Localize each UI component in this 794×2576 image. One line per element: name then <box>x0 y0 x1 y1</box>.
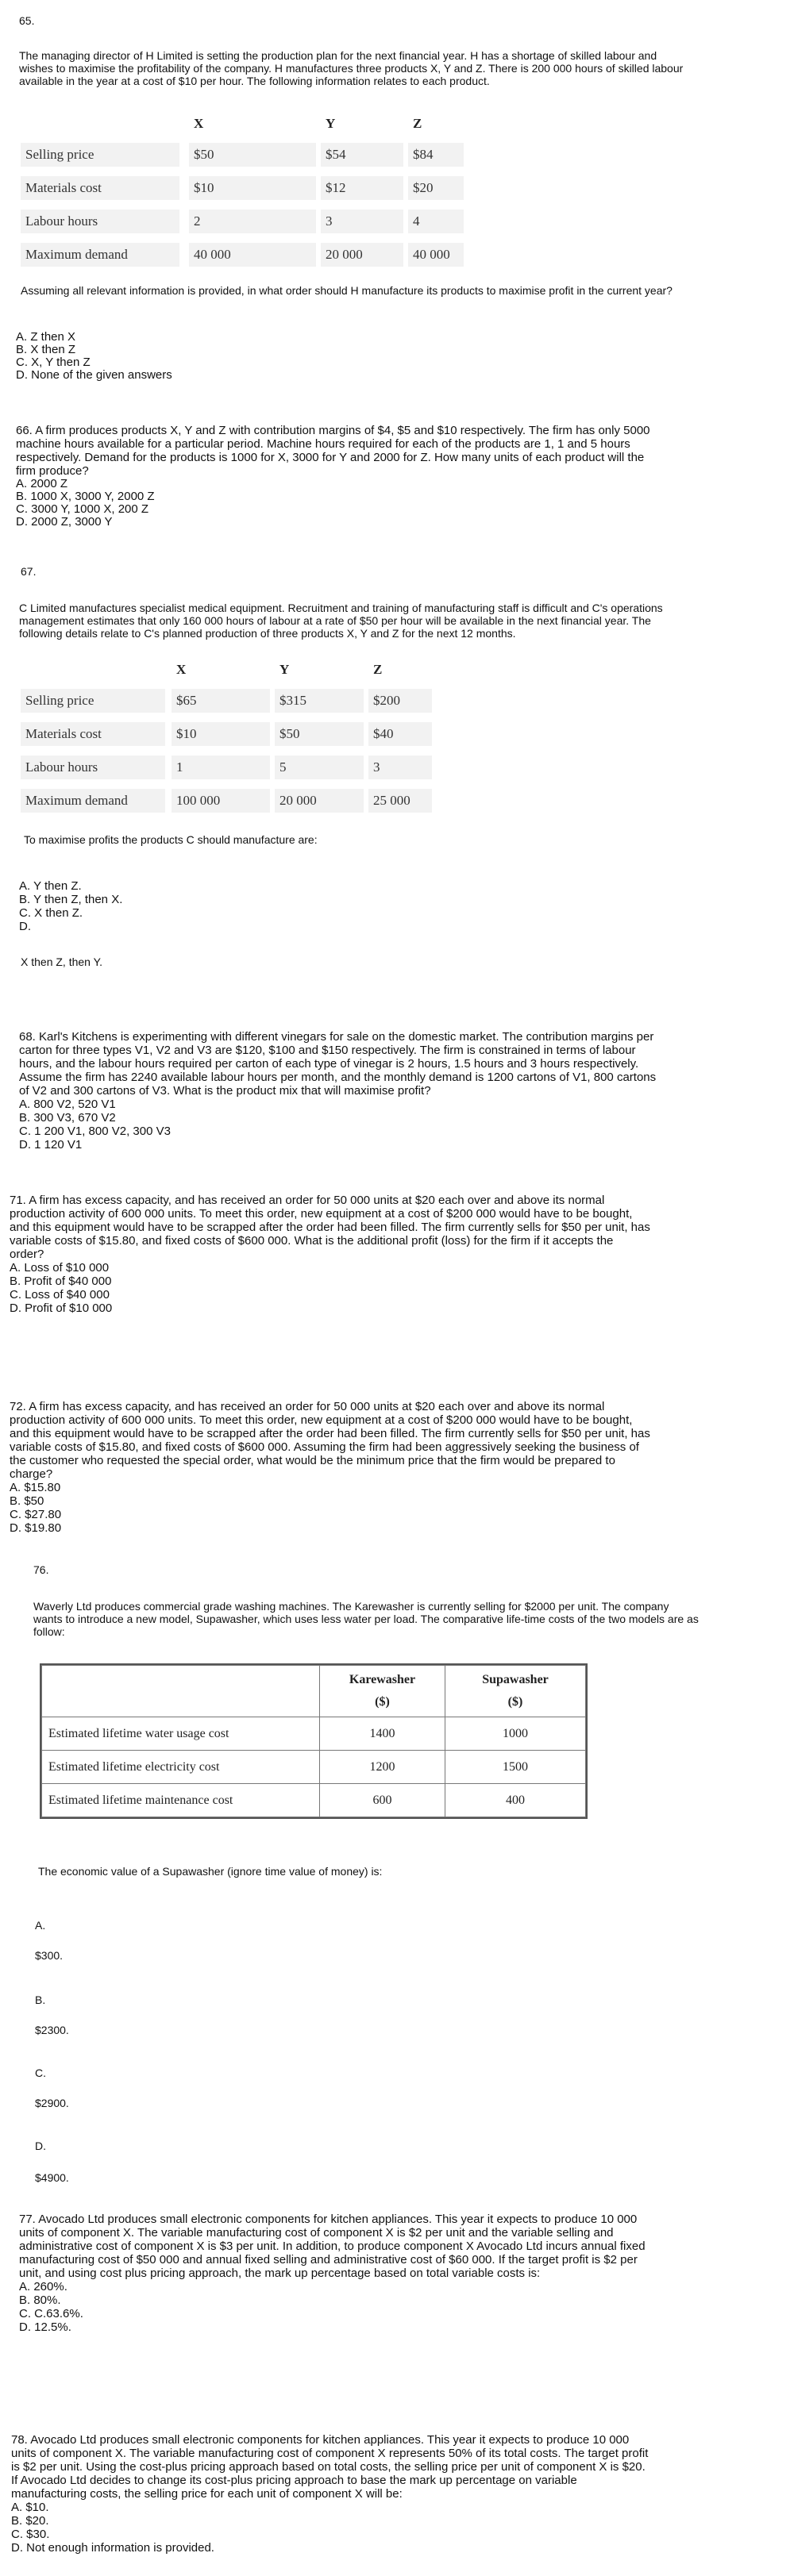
table-cell: $315 <box>275 689 364 713</box>
table-cell: 40 000 <box>408 243 464 267</box>
answer-option[interactable]: B. Profit of $40 000 <box>10 1275 112 1288</box>
column-unit: ($) <box>507 1695 523 1709</box>
lifetime-cost-table <box>40 1663 588 1819</box>
question-line: is $2 per unit. Using the cost-plus pricing approach based on total costs, the selling price per unit of component X is $20. <box>11 2460 646 2474</box>
question-line: 71. A firm has excess capacity, and has received an order for 50 000 units at $20 each over and above its normal <box>10 1194 605 1207</box>
table-cell: 5 <box>275 755 364 779</box>
answer-option[interactable]: D. <box>19 920 31 933</box>
answer-option[interactable]: C. X then Z. <box>19 906 83 920</box>
option-letter[interactable]: D. <box>35 2140 46 2152</box>
answer-option[interactable]: C. $30. <box>11 2528 50 2541</box>
answer-option[interactable]: C. Loss of $40 000 <box>10 1288 110 1301</box>
answer-option[interactable]: A. $10. <box>11 2501 49 2514</box>
table-cell: 1 <box>172 755 270 779</box>
option-letter[interactable]: B. <box>35 1994 46 2006</box>
question-line: Assume the firm has 2240 available labour hours per month, and the monthly demand is 1200 cartons of V1, 800 cartons <box>19 1071 657 1084</box>
question-intro-line: follow: <box>33 1625 65 1638</box>
question-prompt: The economic value of a Supawasher (ignore time value of money) is: <box>38 1865 383 1878</box>
option-value: $300. <box>35 1949 64 1962</box>
question-intro-line: Waverly Ltd produces commercial grade washing machines. The Karewasher is currently selling for $2000 per unit. The company <box>33 1600 669 1613</box>
question-line: production activity of 600 000 units. To meet this order, new equipment at a cost of $200 000 would have to be bought, <box>10 1413 633 1427</box>
question-line: variable costs of $15.80, and fixed costs of $600 000. What is the additional profit (loss) for the firm if it accepts the <box>10 1234 614 1248</box>
table-cell: 40 000 <box>189 243 316 267</box>
column-name: Supawasher <box>482 1673 549 1686</box>
table-cell: 4 <box>408 210 464 233</box>
answer-option-text: X then Z, then Y. <box>21 955 103 968</box>
table-cell: 600 <box>320 1784 445 1817</box>
answer-option[interactable]: C. X, Y then Z <box>16 356 91 369</box>
question-line: firm produce? <box>16 464 89 478</box>
table-cell: 1500 <box>445 1751 586 1784</box>
table-cell: $12 <box>321 176 403 200</box>
answer-option[interactable]: B. $50 <box>10 1494 44 1508</box>
question-line: and this equipment would have to be scrapped after the order had been filled. The firm currently sells for $50 per unit, has <box>10 1427 650 1440</box>
question-line: and this equipment would have to be scrapped after the order had been filled. The firm currently sells for $50 per unit, has <box>10 1221 650 1234</box>
table-cell: $65 <box>172 689 270 713</box>
row-label: Materials cost <box>21 722 165 746</box>
table-cell: 400 <box>445 1784 586 1817</box>
table-cell: $10 <box>172 722 270 746</box>
table-cell: 25 000 <box>368 789 432 813</box>
answer-option[interactable]: B. 1000 X, 3000 Y, 2000 Z <box>16 490 155 503</box>
question-number: 65. <box>19 14 35 27</box>
question-line: hours, and the labour hours required per carton of each type of vinegar is 2 hours, 1.5 hours and 3 hours respectively. <box>19 1057 639 1071</box>
question-line: carton for three types V1, V2 and V3 are $120, $100 and $150 respectively. The firm is constrained in terms of labour <box>19 1044 636 1057</box>
answer-option[interactable]: B. Y then Z, then X. <box>19 893 123 906</box>
question-line: variable costs of $15.80, and fixed costs of $600 000. Assuming the firm had been aggressively seeking the business of <box>10 1440 639 1454</box>
question-prompt: To maximise profits the products C should manufacture are: <box>24 833 318 846</box>
answer-option[interactable]: D. Profit of $10 000 <box>10 1301 113 1315</box>
question-intro-line: management estimates that only 160 000 hours of labour at a rate of $50 per hour will be available in the next financial year. The <box>19 614 651 627</box>
table-row <box>42 1717 586 1751</box>
question-line: units of component X. The variable manufacturing cost of component X is $2 per unit and the variable selling and <box>19 2226 614 2240</box>
question-line: manufacturing cost of $50 000 and annual fixed selling and administrative cost of $60 000. If the target profit is $2 per <box>19 2253 638 2266</box>
answer-option[interactable]: D. 2000 Z, 3000 Y <box>16 515 113 529</box>
question-line: machine hours available for a particular period. Machine hours required for each of the products are 1, 1 and 5 hours <box>16 437 630 451</box>
column-unit: ($) <box>375 1695 390 1709</box>
answer-option[interactable]: C. $27.80 <box>10 1508 62 1521</box>
row-label: Selling price <box>21 143 179 167</box>
answer-option[interactable]: C. C.63.6%. <box>19 2307 83 2320</box>
question-line: units of component X. The variable manufacturing cost of component X represents 50% of its total costs. The target profit <box>11 2447 649 2460</box>
row-label: Estimated lifetime electricity cost <box>42 1751 320 1784</box>
table-cell: 20 000 <box>275 789 364 813</box>
table-cell: 3 <box>321 210 403 233</box>
answer-option[interactable]: A. Z then X <box>16 330 76 344</box>
answer-option[interactable]: D. 1 120 V1 <box>19 1138 83 1152</box>
answer-option[interactable]: D. 12.5%. <box>19 2320 71 2334</box>
question-number: 76. <box>33 1563 49 1576</box>
option-letter[interactable]: C. <box>35 2067 46 2079</box>
row-label: Labour hours <box>21 755 165 779</box>
question-line: administrative cost of component X is $3 per unit. In addition, to produce component X Avocado Ltd incurs annual fixed <box>19 2240 646 2253</box>
question-intro-line: The managing director of H Limited is setting the production plan for the next financial year. H has a shortage of skilled labour and <box>19 49 657 62</box>
answer-option[interactable]: B. 80%. <box>19 2293 61 2307</box>
table-cell: $50 <box>275 722 364 746</box>
table-header: X <box>194 116 204 131</box>
table-cell: 2 <box>189 210 316 233</box>
table-cell: 1000 <box>445 1717 586 1751</box>
option-value: $2900. <box>35 2097 69 2109</box>
table-row <box>42 1751 586 1784</box>
table-header: X <box>176 662 187 677</box>
answer-option[interactable]: A. Y then Z. <box>19 879 82 893</box>
question-line: manufacturing costs, the selling price for each unit of component X will be: <box>11 2487 403 2501</box>
answer-option[interactable]: B. $20. <box>11 2514 49 2528</box>
table-cell: $50 <box>189 143 316 167</box>
table-cell: $84 <box>408 143 464 167</box>
answer-option[interactable]: A. 2000 Z <box>16 477 68 490</box>
table-header: Y <box>326 116 336 131</box>
table-cell: 3 <box>368 755 432 779</box>
table-cell: $200 <box>368 689 432 713</box>
row-label: Materials cost <box>21 176 179 200</box>
question-line: the customer who requested the special order, what would be the minimum price that the firm would be prepared to <box>10 1454 615 1467</box>
question-line: 68. Karl's Kitchens is experimenting with different vinegars for sale on the domestic market. The contribution margins per <box>19 1030 654 1044</box>
table-header: Z <box>373 662 383 677</box>
table-cell: $40 <box>368 722 432 746</box>
question-intro-line: wants to introduce a new model, Supawasher, which uses less water per load. The comparative life-time costs of the two models are as <box>33 1613 699 1625</box>
question-line: production activity of 600 000 units. To meet this order, new equipment at a cost of $200 000 would have to be bought, <box>10 1207 633 1221</box>
answer-option[interactable]: C. 3000 Y, 1000 X, 200 Z <box>16 502 149 516</box>
question-line: 72. A firm has excess capacity, and has received an order for 50 000 units at $20 each over and above its normal <box>10 1400 605 1413</box>
table-cell: 100 000 <box>172 789 270 813</box>
row-label: Maximum demand <box>21 789 165 813</box>
question-line: 78. Avocado Ltd produces small electronic components for kitchen appliances. This year it expects to produce 10 000 <box>11 2433 630 2447</box>
option-letter[interactable]: A. <box>35 1919 46 1932</box>
answer-option[interactable]: B. X then Z <box>16 343 76 356</box>
question-line: charge? <box>10 1467 53 1481</box>
table-row <box>42 1784 586 1817</box>
table-cell: $54 <box>321 143 403 167</box>
question-number: 67. <box>21 565 37 578</box>
option-value: $2300. <box>35 2024 69 2036</box>
table-header: Z <box>413 116 422 131</box>
table-cell: 20 000 <box>321 243 403 267</box>
option-value: $4900. <box>35 2171 69 2184</box>
table-cell: 1400 <box>320 1717 445 1751</box>
question-line: order? <box>10 1248 44 1261</box>
answer-option[interactable]: C. 1 200 V1, 800 V2, 300 V3 <box>19 1125 171 1138</box>
question-line: of V2 and 300 cartons of V3. What is the product mix that will maximise profit? <box>19 1084 431 1098</box>
question-prompt: Assuming all relevant information is provided, in what order should H manufacture its products to maximise profit in the current year? <box>21 284 673 297</box>
question-intro-line: wishes to maximise the profitability of the company. H manufactures three products X, Y and Z. There is 200 000 hours of skilled labour <box>19 62 684 75</box>
answer-option[interactable]: D. Not enough information is provided. <box>11 2541 214 2555</box>
table-header <box>320 1666 445 1717</box>
table-header <box>445 1666 586 1717</box>
table-cell: $20 <box>408 176 464 200</box>
row-label: Labour hours <box>21 210 179 233</box>
question-line: respectively. Demand for the products is 1000 for X, 3000 for Y and 2000 for Z. How many units of each product will the <box>16 451 645 464</box>
question-line: If Avocado Ltd decides to change its cost-plus pricing approach to base the mark up percentage on variable <box>11 2474 577 2487</box>
table-corner <box>42 1666 320 1717</box>
table-cell: 1200 <box>320 1751 445 1784</box>
answer-option[interactable]: A. 800 V2, 520 V1 <box>19 1098 116 1111</box>
question-intro-line: following details relate to C's planned production of three products X, Y and Z for the next 12 months. <box>19 627 516 640</box>
question-line: 77. Avocado Ltd produces small electronic components for kitchen appliances. This year it expects to produce 10 000 <box>19 2213 638 2226</box>
row-label: Selling price <box>21 689 165 713</box>
answer-option[interactable]: D. $19.80 <box>10 1521 62 1535</box>
answer-option[interactable]: A. 260%. <box>19 2280 67 2293</box>
column-name: Karewasher <box>349 1673 416 1686</box>
row-label: Estimated lifetime maintenance cost <box>42 1784 320 1817</box>
question-intro-line: C Limited manufactures specialist medical equipment. Recruitment and training of manufacturing staff is difficult and C's operations <box>19 602 663 614</box>
answer-option[interactable]: B. 300 V3, 670 V2 <box>19 1111 116 1125</box>
row-label: Maximum demand <box>21 243 179 267</box>
answer-option[interactable]: A. $15.80 <box>10 1481 61 1494</box>
table-cell: $10 <box>189 176 316 200</box>
answer-option[interactable]: D. None of the given answers <box>16 368 172 382</box>
answer-option[interactable]: A. Loss of $10 000 <box>10 1261 110 1275</box>
question-intro-line: available in the year at a cost of $10 per hour. The following information relates to each product. <box>19 75 490 87</box>
question-line: 66. A firm produces products X, Y and Z with contribution margins of $4, $5 and $10 respectively. The firm has only 5000 <box>16 424 650 437</box>
table-header: Y <box>279 662 290 677</box>
row-label: Estimated lifetime water usage cost <box>42 1717 320 1751</box>
question-line: unit, and using cost plus pricing approach, the mark up percentage based on total variable costs is: <box>19 2266 541 2280</box>
